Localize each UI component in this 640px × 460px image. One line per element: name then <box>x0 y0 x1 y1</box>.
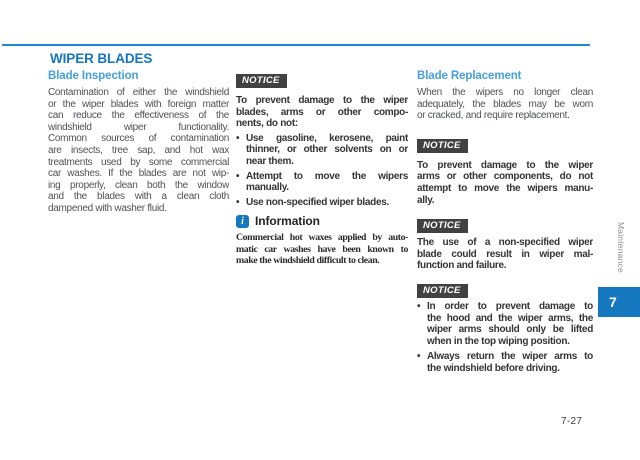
text-line: Use non-specified wiper blades. <box>246 196 389 208</box>
text-line: adequately, the blades may be worn <box>417 98 593 110</box>
list-item <box>236 171 408 194</box>
notice-badge-row <box>417 280 593 298</box>
bullet-text <box>427 301 593 347</box>
chapter-tab[interactable] <box>598 287 640 317</box>
notice-badge: NOTICE <box>417 284 468 298</box>
notice-paragraph <box>417 160 593 206</box>
text-line: when in the top wiping position. <box>427 335 570 347</box>
section-heading-blade-replacement: Blade Replacement <box>417 70 522 82</box>
text-line: In order to prevent damage to <box>427 300 593 312</box>
text-line: Common sources of contamination <box>48 133 229 145</box>
text-line: manually. <box>246 182 289 194</box>
text-line: arms or other components, do not <box>417 171 593 183</box>
bullet-text <box>427 351 593 374</box>
text-line: windshield wiper functionality. <box>48 121 229 133</box>
text-line: or the wiper blades with foreign matter <box>48 98 229 110</box>
text-line: and the blades with a clean cloth <box>48 191 229 203</box>
text-line: blade could result in wiper mal- <box>417 248 593 260</box>
text-line: Attempt to move the wipers <box>246 170 408 182</box>
bullet-text <box>246 133 408 168</box>
notice-badge-row <box>417 135 593 153</box>
page-number: 7-27 <box>561 416 583 427</box>
text-line: treatments used by some commercial <box>48 156 229 168</box>
column-notice-info <box>236 70 408 267</box>
bullet-text <box>246 197 408 209</box>
text-line: matic car washes have been known to <box>236 243 408 255</box>
text-line: ing properly, clean both the window <box>48 179 229 191</box>
bullet-icon: • <box>236 132 240 144</box>
text-line: To prevent damage to the wiper <box>417 159 593 171</box>
text-line: the windshield before driving. <box>427 362 560 374</box>
text-line: Use gasoline, kerosene, paint <box>246 132 408 144</box>
bullet-icon: • <box>417 300 421 312</box>
text-line: When the wipers no longer clean <box>417 87 593 98</box>
chapter-label-vertical: Maintenance <box>616 222 626 273</box>
text-line: Contamination of either the windshield <box>48 87 229 98</box>
text-line: the hood and the wiper arms, the <box>427 312 593 324</box>
info-icon: i <box>236 215 249 228</box>
text-line: To prevent damage to the wiper <box>236 95 408 106</box>
chapter-number: 7 <box>609 294 617 310</box>
text-line: attempt to move the wipers manu- <box>417 182 593 194</box>
notice-bullet-list <box>417 301 593 375</box>
information-paragraph <box>236 232 408 266</box>
text-line: The use of a non-specified wiper <box>417 237 593 249</box>
text-line: wiper arms should only be lifted <box>427 324 593 336</box>
text-line: thinner, or other solvents on or <box>246 144 408 156</box>
bullet-icon: • <box>236 196 240 208</box>
text-line: Always return the wiper arms to <box>427 351 593 363</box>
text-line: near them. <box>246 155 294 167</box>
text-line: are insects, tree sap, and hot wax <box>48 144 229 156</box>
page-title: WIPER BLADES <box>50 51 153 66</box>
list-item <box>236 133 408 168</box>
information-heading: Information <box>255 214 320 229</box>
text-line: nents, do not: <box>236 118 298 130</box>
notice-badge: NOTICE <box>417 139 468 153</box>
text-line: make the windshield difficult to clean. <box>236 255 380 267</box>
notice-badge-row <box>236 70 408 88</box>
column-blade-inspection <box>48 70 229 215</box>
notice-paragraph <box>417 237 593 272</box>
notice-badge: NOTICE <box>236 74 287 88</box>
notice-badge-row <box>417 215 593 233</box>
blade-replacement-paragraph <box>417 87 593 122</box>
notice-bullet-list <box>236 133 408 209</box>
text-line: car washes. If the blades are not wip- <box>48 168 229 180</box>
text-line: blades, arms or other compo- <box>236 106 408 118</box>
information-header <box>236 214 408 228</box>
notice-badge: NOTICE <box>417 219 468 233</box>
blade-inspection-paragraph <box>48 87 229 215</box>
list-item <box>417 351 593 374</box>
list-item <box>417 301 593 347</box>
text-line: dampened with washer fluid. <box>48 202 167 214</box>
column-blade-replacement <box>417 70 593 375</box>
bullet-icon: • <box>417 351 421 363</box>
bullet-text <box>246 171 408 194</box>
text-line: ally. <box>417 194 435 206</box>
text-line: function and failure. <box>417 260 507 272</box>
notice-intro-paragraph <box>236 95 408 130</box>
section-heading-blade-inspection: Blade Inspection <box>48 70 139 82</box>
list-item <box>236 197 408 209</box>
bullet-icon: • <box>236 170 240 182</box>
header-rule <box>2 44 590 46</box>
text-line: or cracked, and require replacement. <box>417 110 570 122</box>
text-line: Commercial hot waxes applied by auto- <box>236 232 408 244</box>
text-line: can reduce the effectiveness of the <box>48 110 229 122</box>
